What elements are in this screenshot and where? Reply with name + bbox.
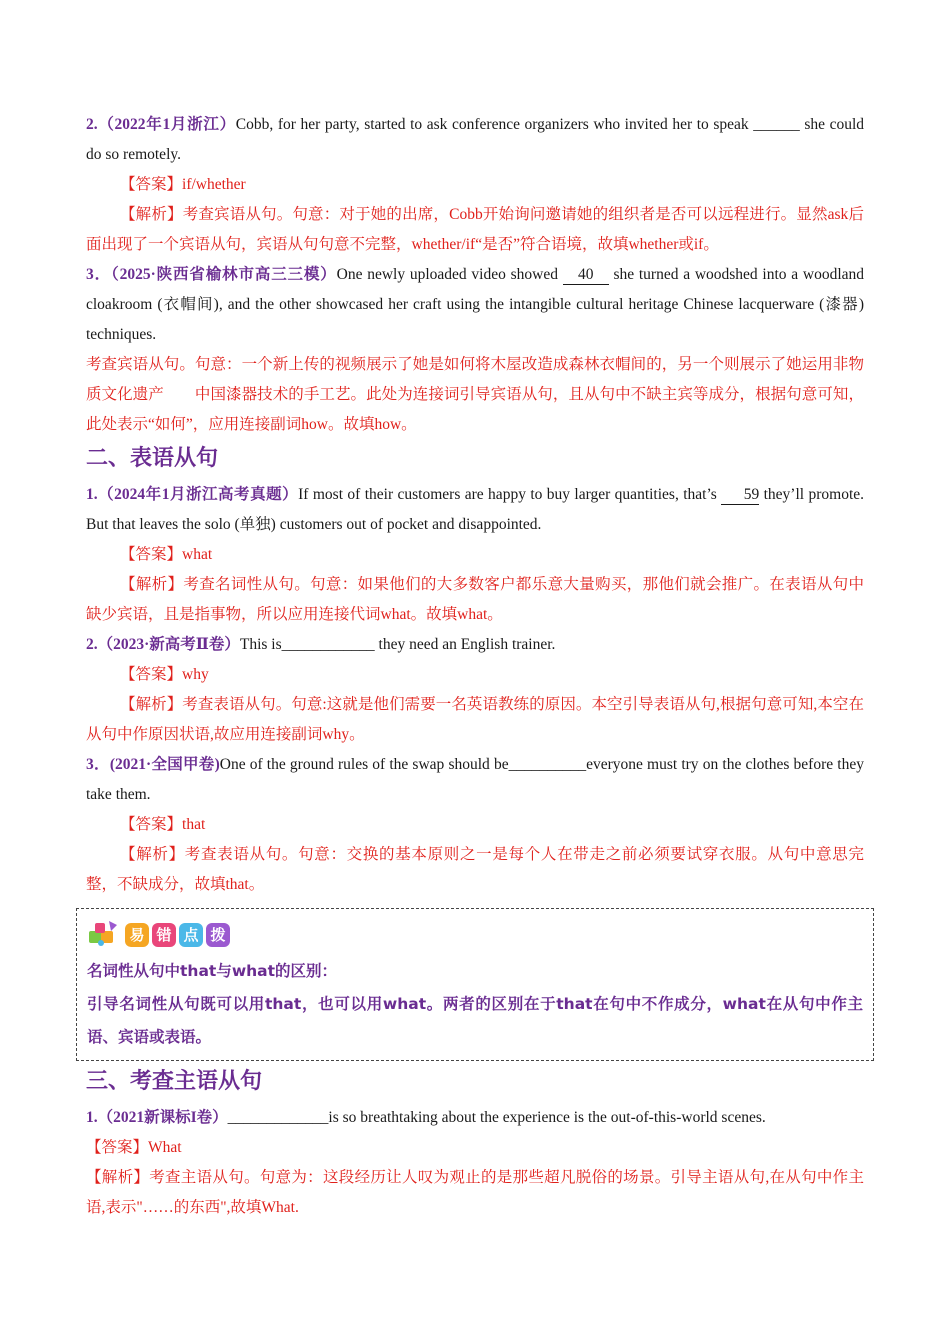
tip-char: 点 — [179, 923, 203, 947]
answer-blank: ______ — [753, 116, 800, 133]
question-text-after: she turned a woodshed into a woodland cloakroom (衣帽间), and the other showcased her craft using the intangible cultural heritage Chinese lacquerware (漆器) techniques. — [86, 266, 865, 343]
question-text — [86, 750, 864, 810]
answer-line — [86, 540, 864, 570]
question-number: 1. — [86, 486, 98, 503]
answer-line — [86, 660, 864, 690]
answer-label: 【答案】 — [86, 1139, 149, 1156]
analysis-text: 考查宾语从句。句意：一个新上传的视频展示了她是如何将木屋改造成森林衣帽间的，另一个则展示了她运用非物质文化遗产 中国漆器技术的手工艺。此处为连接词引导宾语从句，且从句中不缺主宾等成分，根据句意可知，此处表示“如何”，应用连接副词how。故填how。 — [86, 356, 864, 433]
answer-line — [86, 1133, 864, 1163]
question-text-before: If most of their customers are happy to buy larger quantities, that’s — [298, 486, 717, 503]
question-text-before: One newly uploaded video showed — [336, 266, 558, 283]
tip-box — [76, 908, 874, 1061]
answer-value: if/whether — [182, 176, 246, 193]
analysis-text: 考查表语从句。句意:这就是他们需要一名英语教练的原因。本空引导表语从句,根据句意可知,本空在从句中作原因状语,故应用连接副词why。 — [86, 696, 864, 743]
answer-line — [86, 170, 864, 200]
puzzle-icon — [87, 919, 119, 951]
answer-blank: 40 — [563, 266, 609, 285]
answer-label: 【答案】 — [120, 176, 183, 193]
answer-value: What — [148, 1139, 182, 1156]
question-source: （2022年1月浙江） — [97, 116, 236, 133]
answer-blank: _____________ — [227, 1109, 329, 1126]
question-text-after: she could do so remotely. — [86, 116, 865, 163]
analysis-line — [86, 690, 864, 750]
answer-value: that — [182, 816, 206, 833]
answer-blank: ____________ — [281, 636, 375, 653]
question-number: 2. — [86, 116, 98, 133]
question-number: 2. — [86, 636, 98, 653]
question-source: （2021新课标I卷） — [97, 1109, 228, 1126]
answer-value: why — [182, 666, 209, 683]
analysis-line — [86, 1163, 864, 1223]
section-heading: 三、考查主语从句 — [86, 1069, 263, 1094]
answer-blank: 59 — [721, 486, 759, 505]
tip-header — [87, 915, 863, 955]
answer-label: 【答案】 — [120, 546, 183, 563]
tip-char: 拨 — [206, 923, 230, 947]
document-page — [86, 110, 864, 1223]
analysis-label: 【解析】 — [120, 696, 183, 713]
question-text — [86, 480, 864, 540]
question-source: （2024年1月浙江高考真题） — [97, 486, 299, 503]
question-text — [86, 630, 864, 660]
question-text-after: they’ll promote. But that leaves the solo (单独) customers out of pocket and disappointed. — [86, 486, 865, 533]
question-source: （2023·新高考Ⅱ卷） — [97, 636, 240, 653]
question-text-after: everyone must try on the clothes before they take them. — [86, 756, 864, 803]
analysis-text: 考查表语从句。句意：交换的基本原则之一是每个人在带走之前必须要试穿衣服。从句中意思完整，不缺成分，故填that。 — [86, 846, 864, 893]
question-source: （2025·陕西省榆林市高三三模） — [110, 266, 337, 283]
answer-value: what — [182, 546, 213, 563]
tip-line-1: 名词性从句中that与what的区别： — [87, 962, 338, 980]
tip-char: 错 — [152, 923, 176, 947]
answer-label: 【答案】 — [120, 816, 183, 833]
analysis-label: 【解析】 — [120, 846, 185, 863]
question-number: 3． — [86, 756, 110, 773]
question-number: 3． — [86, 266, 111, 283]
question-text-before: One of the ground rules of the swap should be — [219, 756, 509, 773]
answer-label: 【答案】 — [120, 666, 183, 683]
question-text-after: they need an English trainer. — [378, 636, 556, 653]
analysis-text: 考查名词性从句。句意：如果他们的大多数客户都乐意大量购买，那他们就会推广。在表语从句中缺少宾语，且是指事物，所以应用连接代词what。故填what。 — [86, 576, 864, 623]
tip-char: 易 — [125, 923, 149, 947]
answer-blank: __________ — [508, 756, 587, 773]
answer-line — [86, 810, 864, 840]
question-text — [86, 110, 864, 170]
analysis-text: 考查主语从句。句意为：这段经历让人叹为观止的是那些超凡脱俗的场景。引导主语从句,在从句中作主语,表示"……的东西",故填What. — [86, 1169, 864, 1216]
question-text-after: is so breathtaking about the experience is the out-of-this-world scenes. — [328, 1109, 766, 1126]
question-text — [86, 260, 864, 350]
question-text — [86, 1103, 864, 1133]
question-source: (2021·全国甲卷) — [109, 756, 220, 773]
analysis-label: 【解析】 — [120, 206, 183, 223]
analysis-text: 考查宾语从句。句意：对于她的出席，Cobb开始询问邀请她的组织者是否可以远程进行。显然ask后面出现了一个宾语从句，宾语从句句意不完整，whether/if“是否”符合语境，故填whether或if。 — [86, 206, 864, 253]
analysis-label: 【解析】 — [86, 1169, 150, 1186]
analysis-label: 【解析】 — [120, 576, 184, 593]
tip-title-badge — [125, 923, 233, 947]
analysis-line — [86, 200, 864, 260]
tip-line-2: 引导名词性从句既可以用that，也可以用what。两者的区别在于that在句中不作成分，what在从句中作主语、宾语或表语。 — [87, 995, 863, 1046]
question-text-before: Cobb, for her party, started to ask conference organizers who invited her to speak — [235, 116, 749, 133]
analysis-line — [86, 840, 864, 900]
analysis-line — [86, 570, 864, 630]
section-heading: 二、表语从句 — [86, 446, 219, 471]
question-number: 1. — [86, 1109, 98, 1126]
question-text-before: This is — [239, 636, 282, 653]
